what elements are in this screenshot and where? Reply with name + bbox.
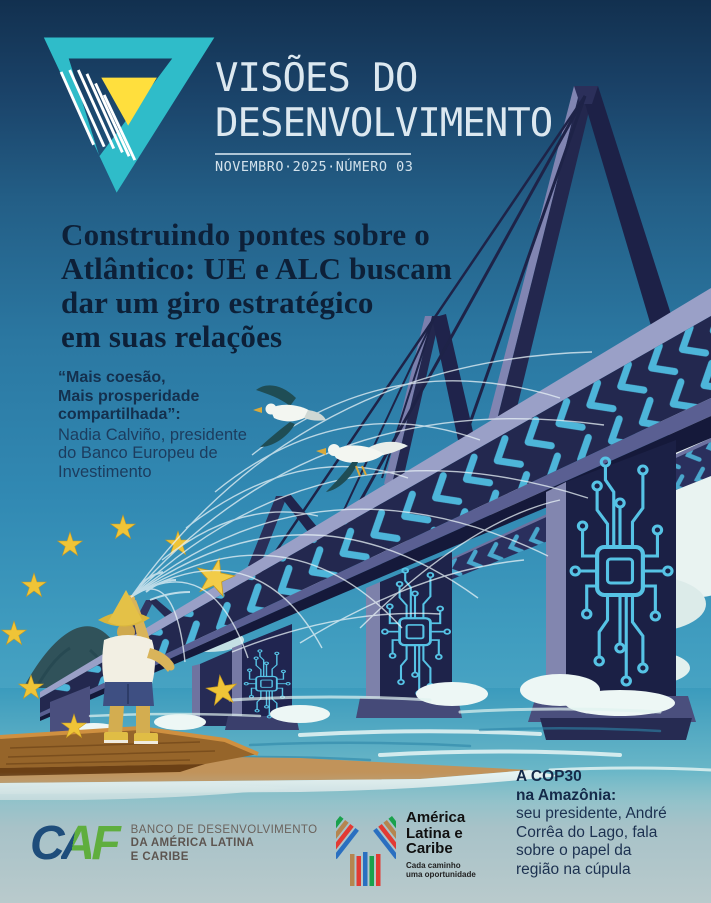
pull-quote-attribution: Nadia Calviño, presidente do Banco Europeu de Investimento (58, 425, 247, 481)
magazine-title-line2: DESENVOLVIMENTO (215, 101, 553, 146)
magazine-title-line1: VISÕES DO (215, 56, 418, 101)
masthead-divider (215, 153, 411, 155)
caf-logo (30, 817, 318, 870)
alc-tagline: Cada caminho uma oportunidade (406, 860, 476, 879)
caf-wordmark: BANCO DE DESENVOLVIMENTO DA AMÉRICA LATINA E CARIBE (130, 823, 318, 863)
masthead (215, 56, 552, 175)
magazine-logo (40, 31, 222, 201)
alc-wordmark (406, 810, 476, 890)
magazine-title (215, 56, 552, 146)
cop30-text: seu presidente, André Corrêa do Lago, fala sobre o papel da região na cúpula (516, 805, 667, 878)
alc-name: América Latina e Caribe (406, 809, 466, 857)
alc-y-icon (336, 810, 396, 890)
headline-line: Construindo pontes sobre o (61, 217, 430, 252)
cover-headline (61, 218, 452, 354)
issue-info: NOVEMBRO·2025·NÚMERO 03 (215, 159, 414, 175)
headline-line: em suas relações (61, 319, 283, 354)
headline-line: Atlântico: UE e ALC buscam (61, 251, 452, 286)
pull-quote (58, 369, 247, 481)
caf-acronym: CAF (30, 817, 117, 870)
cop30-teaser (516, 768, 706, 879)
seagull-icon (253, 385, 326, 447)
pull-quote-text: “Mais coesão, Mais prosperidade compartilhada”: (58, 369, 200, 423)
alc-logo (336, 810, 476, 890)
headline-line: dar um giro estratégico (61, 285, 374, 320)
cop30-title: A COP30 na Amazônia: (516, 768, 617, 804)
